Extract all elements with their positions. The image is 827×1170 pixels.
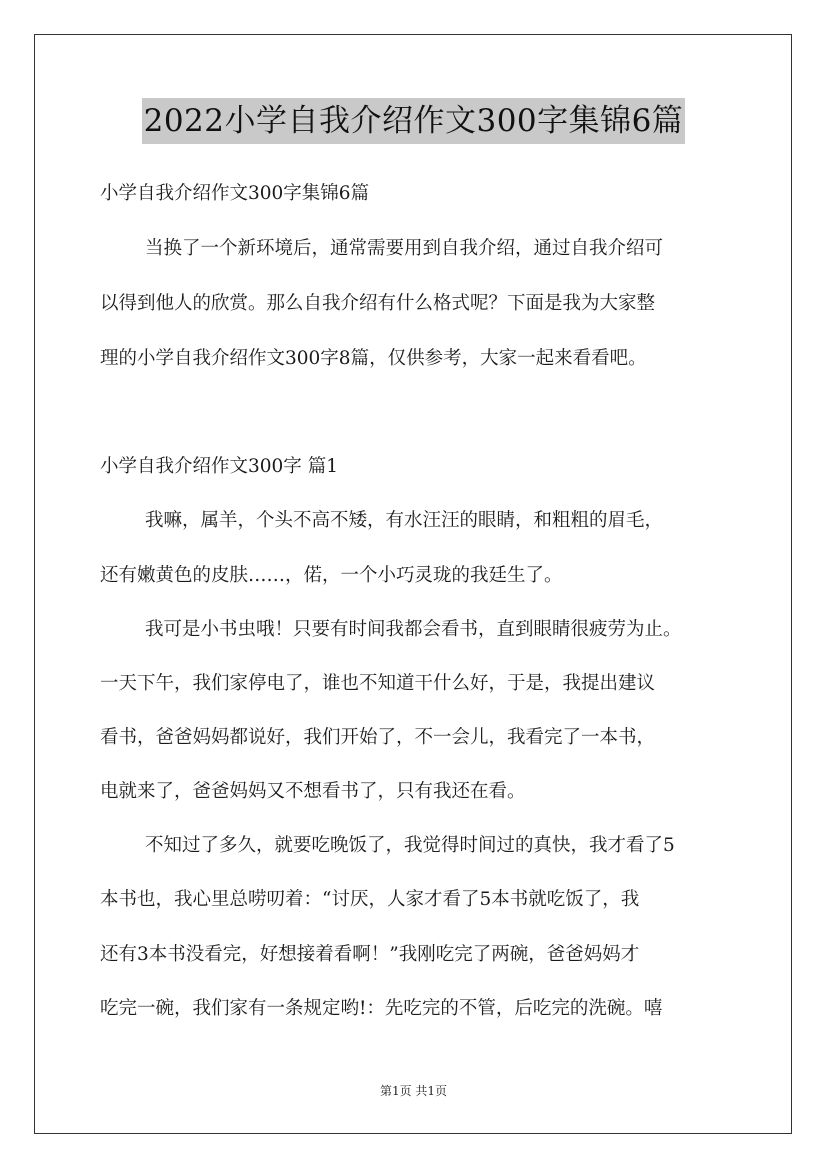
body-line-3: 我可是小书虫哦！只要有时间我都会看书，直到眼睛很疲劳为止。 bbox=[145, 619, 682, 640]
body-line-8: 本书也，我心里总唠叨着：“讨厌，人家才看了5本书就吃饭了，我 bbox=[100, 889, 640, 910]
body-line-1: 我嘛，属羊，个头不高不矮，有水汪汪的眼睛，和粗粗的眉毛， bbox=[145, 510, 664, 531]
body-line-4: 一天下午，我们家停电了，谁也不知道干什么好，于是，我提出建议 bbox=[100, 673, 656, 694]
page-footer: 第1页 共1页 bbox=[379, 1084, 448, 1098]
intro-line-2: 以得到他人的欣赏。那么自我介绍有什么格式呢？下面是我为大家整 bbox=[100, 293, 656, 314]
body-line-9: 还有3本书没看完，好想接着看啊！”我刚吃完了两碗，爸爸妈妈才 bbox=[100, 944, 640, 965]
intro-line-1: 当换了一个新环境后，通常需要用到自我介绍，通过自我介绍可 bbox=[145, 238, 664, 259]
intro-line-3: 理的小学自我介绍作文300字8篇，仅供参考，大家一起来看看吧。 bbox=[100, 348, 647, 369]
title-container bbox=[0, 98, 827, 144]
body-line-7: 不知过了多久，就要吃晚饭了，我觉得时间过的真快，我才看了5 bbox=[145, 835, 675, 856]
document-subtitle: 小学自我介绍作文300字集锦6篇 bbox=[100, 183, 370, 204]
document-title: 2022小学自我介绍作文300字集锦6篇 bbox=[142, 98, 686, 144]
body-line-10: 吃完一碗，我们家有一条规定哟!：先吃完的不管，后吃完的洗碗。嘻 bbox=[100, 998, 663, 1019]
body-line-6: 电就来了，爸爸妈妈又不想看书了，只有我还在看。 bbox=[100, 781, 526, 802]
body-line-5: 看书，爸爸妈妈都说好，我们开始了，不一会儿，我看完了一本书， bbox=[100, 727, 656, 748]
section-heading: 小学自我介绍作文300字 篇1 bbox=[100, 456, 338, 477]
body-line-2: 还有嫩黄色的皮肤……，偌，一个小巧灵珑的我廷生了。 bbox=[100, 565, 563, 586]
